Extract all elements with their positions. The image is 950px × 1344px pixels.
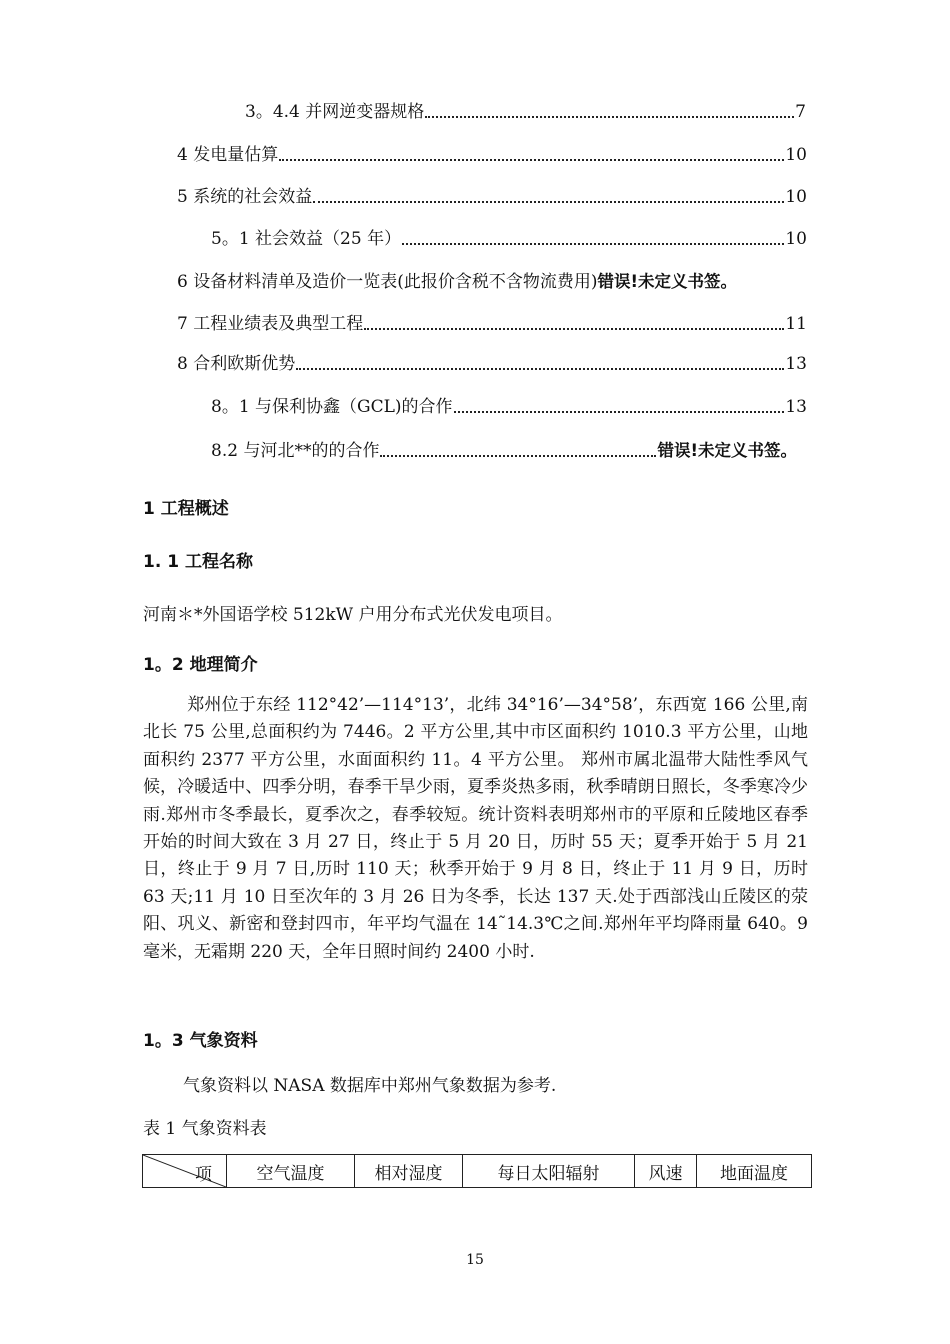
toc-entry-label: 8。1 与保利协鑫（GCL)的合作: [211, 397, 453, 417]
table-header-row: [143, 1155, 812, 1188]
toc-entry[interactable]: [211, 228, 807, 250]
toc-entry[interactable]: [177, 271, 809, 293]
toc-leader: [454, 407, 785, 413]
toc-entry[interactable]: [177, 353, 807, 375]
table-corner-cell: [143, 1155, 227, 1188]
toc-entry-page-error: 错误!未定义书签。: [657, 441, 797, 460]
toc-leader: [425, 112, 794, 118]
toc-leader: [296, 364, 784, 370]
table-header-cell: 空气温度: [227, 1155, 355, 1188]
toc-entry-page: 13: [785, 354, 807, 374]
toc-entry-page: 11: [785, 314, 807, 334]
geography-paragraph: 郑州位于东经 112°42’—114°13’，北纬 34°16’—34°58’，东西宽 166 公里,南北长 75 公里,总面积约为 7446。2 平方公里,其中市区面积约 1010.3 平方公里，山地面积约 2377 平方公里，水面面积约 11。4 平方公里。 郑州市属北温带大陆性季风气候，冷暖适中、四季分明，春季干旱少雨，夏季炎热多雨，秋季晴朗日照长，冬季寒冷少雨.郑州市冬季最长，夏季次之，春季较短。统计资料表明郑州市的平原和丘陵地区春季开始的时间大致在 3 月 27 日，终止于 5 月 20 日，历时 55 天；夏季开始于 5 月 21 日，终止于 9 月 7 日,历时 110 天；秋季开始于 9 月 8 日，终止于 11 月 9 日，历时 63 天;11 月 10 日至次年的 3 月 26 日为冬季，长达 137 天.处于西部浅山丘陵区的荥阳、巩义、新密和登封四市，年平均气温在 14˜14.3℃之间.郑州年平均降雨量 640。9 毫米，无霜期 220 天，全年日照时间约 2400 小时.: [143, 695, 808, 962]
corner-label: 项: [195, 1165, 212, 1185]
heading-1-1: 1. 1 工程名称: [143, 552, 253, 572]
toc-leader: [364, 324, 784, 330]
toc-entry-page: 10: [785, 145, 807, 165]
heading-1-3: 1。3 气象资料: [143, 1031, 258, 1051]
toc-entry-page: 7: [795, 102, 806, 122]
toc-entry-label: 4 发电量估算: [177, 145, 279, 165]
toc-entry-page: 10: [785, 229, 807, 249]
heading-1-2: 1。2 地理简介: [143, 655, 258, 675]
toc-entry-label: 7 工程业绩表及典型工程: [177, 314, 364, 334]
meteo-paragraph: 气象资料以 NASA 数据库中郑州气象数据为参考.: [183, 1076, 557, 1096]
page-number: 15: [466, 1252, 484, 1268]
toc-entry[interactable]: [211, 396, 807, 418]
project-name-text: 河南＊*外国语学校 512kW 户用分布式光伏发电项目。: [143, 605, 563, 625]
toc-entry-page: 13: [785, 397, 807, 417]
toc-entry-label: 8 合利欧斯优势: [177, 354, 296, 374]
toc-entry[interactable]: [177, 144, 807, 166]
table-header-cell: 相对湿度: [355, 1155, 463, 1188]
toc-entry[interactable]: [177, 186, 807, 208]
toc-entry[interactable]: [211, 440, 797, 462]
diagonal-divider: [143, 1155, 226, 1187]
toc-leader: [313, 197, 784, 203]
meteo-table: [142, 1154, 812, 1188]
toc-entry-page-error: 错误!未定义书签。: [597, 272, 738, 291]
table-header-cell: 每日太阳辐射: [463, 1155, 635, 1188]
toc-entry[interactable]: [245, 101, 806, 123]
toc-entry-label: 6 设备材料清单及造价一览表(此报价含税不含物流费用): [177, 272, 598, 292]
toc-entry-label: 3。4.4 并网逆变器规格: [245, 102, 425, 122]
toc-leader: [402, 239, 784, 245]
toc-entry-label: 5。1 社会效益（25 年）: [211, 229, 402, 249]
toc-entry-page: 10: [785, 187, 807, 207]
toc-leader: [380, 451, 656, 457]
toc-entry-label: 8.2 与河北**的的合作: [211, 441, 380, 461]
toc-entry[interactable]: [177, 313, 807, 335]
toc-entry-label: 5 系统的社会效益: [177, 187, 313, 207]
table-header-cell: 地面温度: [697, 1155, 812, 1188]
heading-1: 1 工程概述: [143, 499, 229, 519]
table-caption: 表 1 气象资料表: [143, 1119, 267, 1139]
table-header-cell: 风速: [635, 1155, 697, 1188]
toc-leader: [279, 155, 784, 161]
